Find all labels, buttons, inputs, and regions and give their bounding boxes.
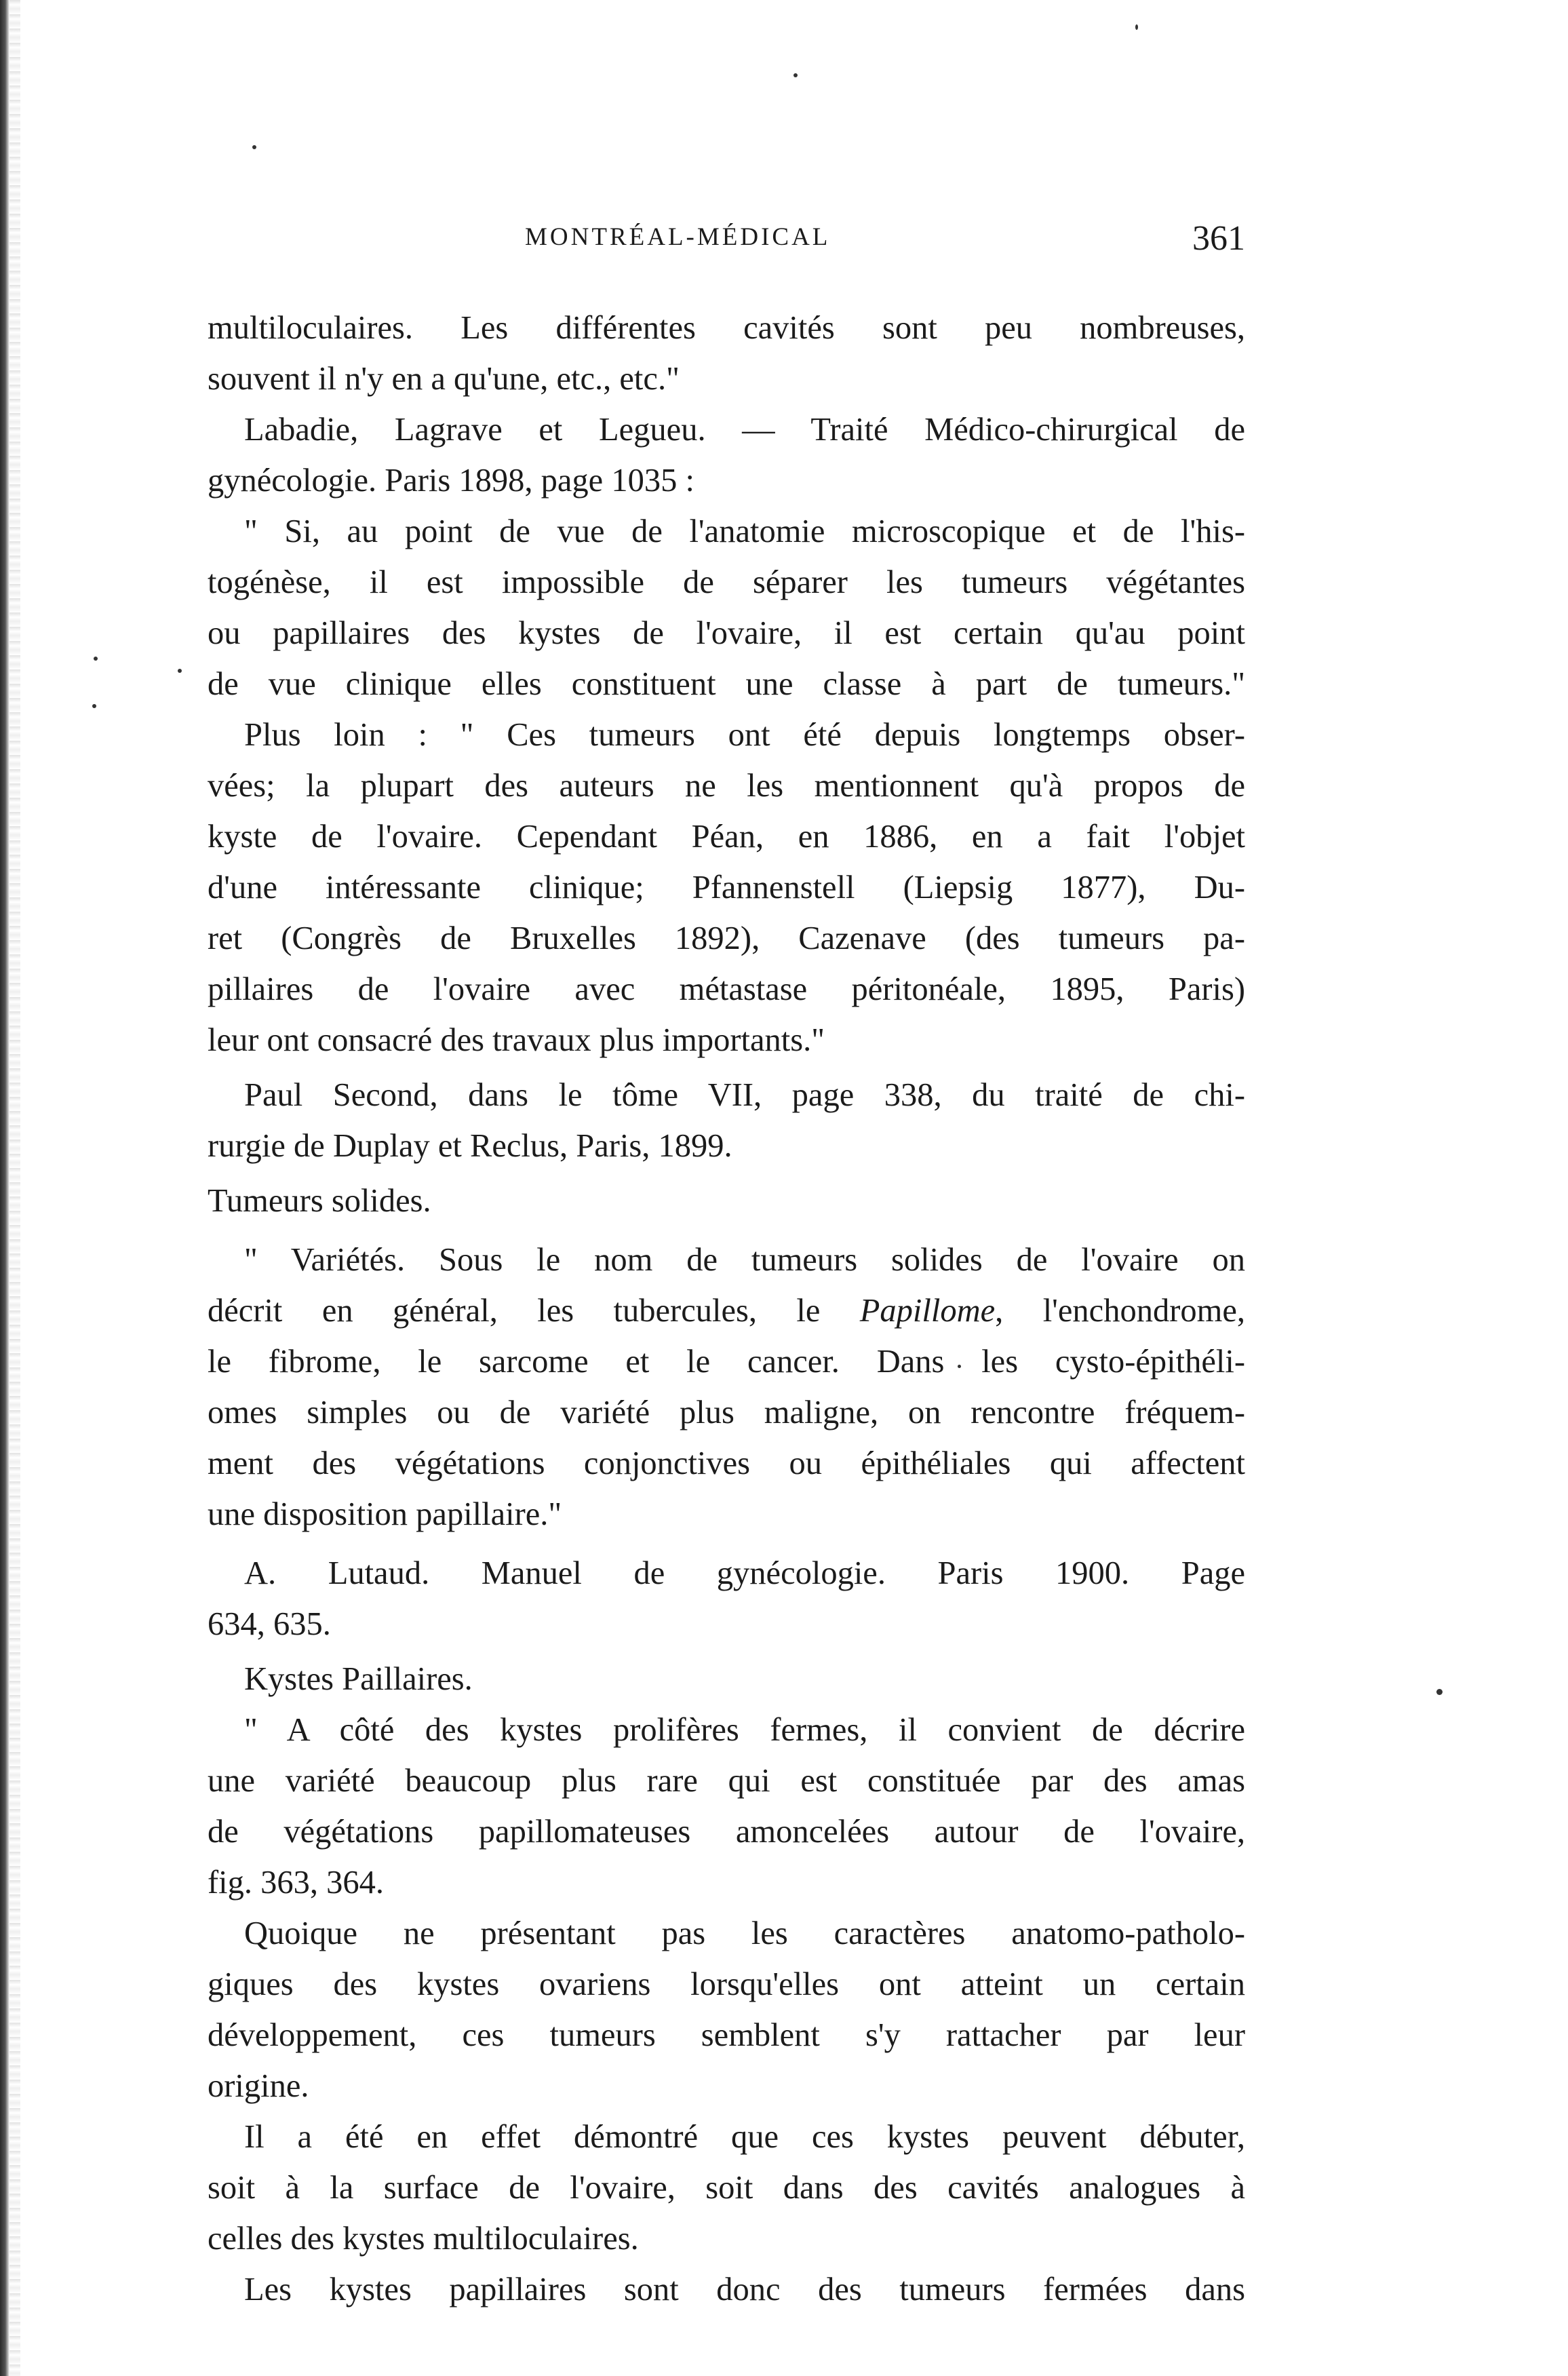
print-speck — [94, 657, 98, 661]
print-speck — [92, 704, 96, 708]
text-line: leur ont consacré des travaux plus importants." — [208, 1022, 825, 1058]
text-line: le fibrome, le sarcome et le cancer. Dans les cysto-épithéli- — [208, 1344, 1245, 1380]
text-line: origine. — [208, 2068, 309, 2104]
text-line: Kystes Paillaires. — [244, 1661, 473, 1697]
text-line: rurgie de Duplay et Reclus, Paris, 1899. — [208, 1128, 732, 1164]
text-line: Quoique ne présentant pas les caractères anatomo-patholo- — [244, 1915, 1245, 1951]
text-line: togénèse, il est impossible de séparer les tumeurs végétantes — [208, 564, 1245, 600]
text-line: " Variétés. Sous le nom de tumeurs solides de l'ovaire on — [244, 1242, 1245, 1278]
print-speck — [1436, 1689, 1443, 1695]
text-line: Il a été en effet démontré que ces kystes peuvent débuter, — [244, 2119, 1245, 2155]
italic-term: Papillome — [859, 1293, 996, 1329]
text-line: Plus loin : " Ces tumeurs ont été depuis longtemps obser- — [244, 717, 1245, 753]
text-line: développement, ces tumeurs semblent s'y rattacher par leur — [208, 2017, 1245, 2053]
text-line — [208, 1285, 1245, 1336]
print-speck — [178, 669, 182, 673]
print-speck — [252, 145, 256, 149]
text-line: Tumeurs solides. — [208, 1183, 431, 1219]
body-text — [208, 303, 1245, 2315]
running-header — [208, 219, 1245, 263]
page-binding-edge — [0, 0, 9, 2376]
page-number: 361 — [1192, 219, 1245, 258]
text-line: A. Lutaud. Manuel de gynécologie. Paris 1900. Page — [244, 1555, 1245, 1591]
text-line: multiloculaires. Les différentes cavités sont peu nombreuses, — [208, 310, 1245, 346]
print-speck — [793, 73, 798, 77]
text-line: fig. 363, 364. — [208, 1865, 385, 1901]
text-segment: décrit en général, les tubercules, le — [208, 1293, 860, 1329]
text-line: gynécologie. Paris 1898, page 1035 : — [208, 463, 694, 499]
print-speck — [1135, 24, 1138, 30]
text-line: " Si, au point de vue de l'anatomie microscopique et de l'his- — [244, 513, 1245, 549]
text-line: vées; la plupart des auteurs ne les mentionnent qu'à propos de — [208, 768, 1245, 804]
text-line: 634, 635. — [208, 1606, 331, 1642]
page-binding-shadow — [9, 0, 20, 2376]
text-line: celles des kystes multiloculaires. — [208, 2221, 639, 2257]
text-line: ret (Congrès de Bruxelles 1892), Cazenave (des tumeurs pa- — [208, 920, 1245, 956]
running-title: MONTRÉAL-MÉDICAL — [525, 223, 831, 251]
text-line: de vue clinique elles constituent une classe à part de tumeurs." — [208, 666, 1245, 702]
text-line: une disposition papillaire." — [208, 1496, 562, 1532]
text-line: ment des végétations conjonctives ou épithéliales qui affectent — [208, 1445, 1245, 1481]
text-line: Labadie, Lagrave et Legueu. — Traité Médico-chirurgical de — [244, 412, 1245, 448]
text-line: Les kystes papillaires sont donc des tumeurs fermées dans — [244, 2272, 1245, 2307]
text-line: Paul Second, dans le tôme VII, page 338, du traité de chi- — [244, 1077, 1245, 1113]
text-line: giques des kystes ovariens lorsqu'elles ont atteint un certain — [208, 1966, 1245, 2002]
text-line: une variété beaucoup plus rare qui est constituée par des amas — [208, 1763, 1245, 1799]
text-line: souvent il n'y en a qu'une, etc., etc." — [208, 361, 680, 397]
text-line: d'une intéressante clinique; Pfannenstell (Liepsig 1877), Du- — [208, 870, 1245, 905]
text-line: omes simples ou de variété plus maligne, on rencontre fréquem- — [208, 1395, 1245, 1430]
text-segment: , l'enchondrome, — [995, 1293, 1245, 1329]
text-line: kyste de l'ovaire. Cependant Péan, en 1886, en a fait l'objet — [208, 819, 1245, 855]
text-line: de végétations papillomateuses amoncelées autour de l'ovaire, — [208, 1814, 1245, 1850]
text-line: ou papillaires des kystes de l'ovaire, il est certain qu'au point — [208, 615, 1245, 651]
text-line: pillaires de l'ovaire avec métastase péritonéale, 1895, Paris) — [208, 971, 1245, 1007]
text-line: soit à la surface de l'ovaire, soit dans des cavités analogues à — [208, 2170, 1245, 2206]
text-line: " A côté des kystes prolifères fermes, il convient de décrire — [244, 1712, 1245, 1748]
